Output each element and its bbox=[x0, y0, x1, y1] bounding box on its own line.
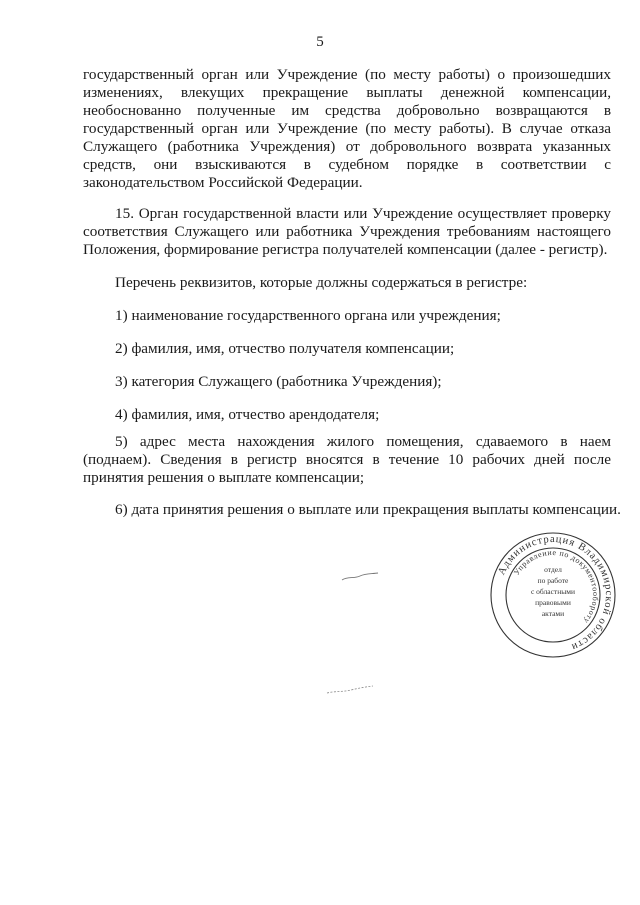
seal-center-line-2: по работе bbox=[537, 576, 569, 585]
list-item-2: 2) фамилия, имя, отчество получателя компенсации; bbox=[115, 340, 455, 357]
pen-mark-2 bbox=[325, 684, 375, 696]
seal-center-line-5: актами bbox=[541, 609, 565, 618]
list-item-5: 5) адрес места нахождения жилого помещения, сдаваемого в наем (поднаем). Сведения в регистр вносятся в течение 10 рабочих дней после принятия решения о выплате компенсации; bbox=[83, 433, 611, 486]
seal-outer-text: Администрация Владимирской области bbox=[496, 533, 615, 653]
page-number: 5 bbox=[316, 34, 324, 50]
seal-center-line-1: отдел bbox=[544, 565, 562, 574]
list-item-6: 6) дата принятия решения о выплате или прекращения выплаты компенсации. bbox=[115, 501, 621, 518]
paragraph-15: 15. Орган государственной власти или Учреждение осуществляет проверку соответствия Служащего или работника Учреждения требованиям настоящего Положения, формирование регистра получателей компенсации (далее - регистр). bbox=[83, 205, 611, 258]
list-intro: Перечень реквизитов, которые должны содержаться в регистре: bbox=[115, 274, 528, 291]
list-item-3: 3) категория Служащего (работника Учреждения); bbox=[115, 373, 442, 390]
list-item-4: 4) фамилия, имя, отчество арендодателя; bbox=[115, 406, 380, 423]
official-seal-stamp bbox=[488, 530, 618, 660]
seal-center-line-3: с областными bbox=[530, 587, 576, 596]
list-item-1: 1) наименование государственного органа или учреждения; bbox=[115, 307, 501, 324]
seal-center-line-4: правовыми bbox=[535, 598, 571, 607]
seal-inner-ring-text: Управление по документообороту bbox=[511, 547, 601, 626]
pen-mark-1 bbox=[340, 570, 380, 584]
paragraph-refund-clause: государственный орган или Учреждение (по месту работы) о произошедших изменениях, влекущих прекращение выплаты денежной компенсации, необоснованно полученные им средства добровольно возвращаются в государственный орган или Учреждение (по месту работы). В случае отказа Служащего (работника Учреждения) от добровольного возврата указанных средств, они взыскиваются в судебном порядке в соответствии с законодательством Российской Федерации. bbox=[83, 66, 611, 191]
